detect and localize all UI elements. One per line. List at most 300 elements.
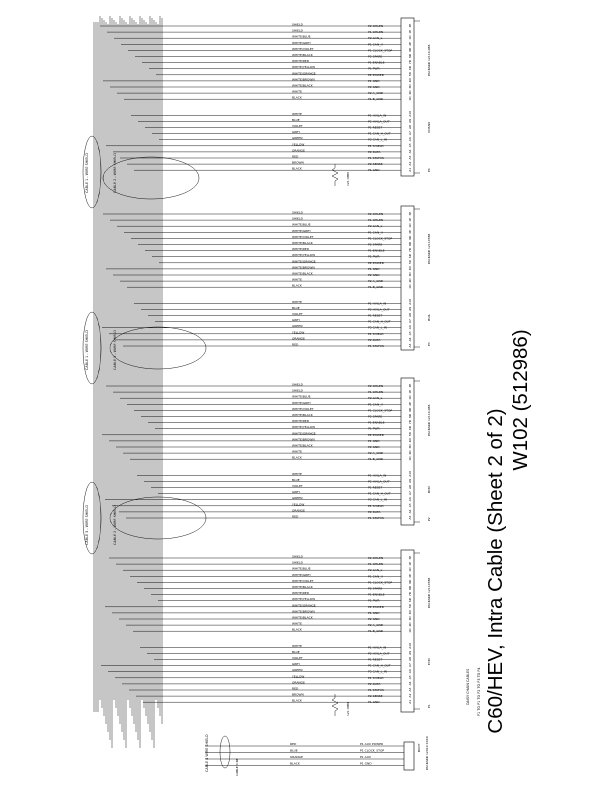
signal-label: P2 HVILA_OUT [368, 651, 390, 656]
wire-color-label: GREEN [292, 496, 303, 501]
wire-color-label: BLACK [292, 455, 302, 460]
pin-label: A8 [408, 313, 412, 317]
wire-color-label: WHITE/BLUE [292, 566, 311, 571]
connector-blocks [292, 18, 431, 712]
wire-color-label: WHITE/BLACK [292, 53, 313, 57]
pin-label: 7D [408, 247, 412, 253]
signal-label: P2 POWER [368, 260, 384, 265]
pin-label: A10 [408, 110, 412, 117]
wire-color-label: WHITE/RED [292, 247, 310, 252]
pin-label: A8 [408, 485, 412, 489]
signal-label: P2 HVILA_OUT [368, 307, 390, 312]
cable-label: CABLE 1 - WIRE SHIELD [85, 330, 89, 370]
pin-label: 3E [408, 211, 412, 216]
wire-color-label: RED [292, 514, 299, 519]
wire-color-label: BLACK [292, 166, 302, 171]
signal-label: P2 DATA [368, 149, 381, 154]
wire-color-label: BROWN [292, 692, 304, 697]
pin-label: A5 [408, 331, 412, 336]
signal-label: P1 RESET [368, 125, 383, 130]
cable-label: CABLE 2 - WIRE SHIELD [113, 153, 117, 193]
wire-color-label: WHITE/BROWN [292, 609, 315, 614]
signal-label: P1 B_GND [368, 285, 384, 290]
cable-label: CABLE 1 - WIRE SHIELD [85, 153, 89, 193]
pin-label: 1E [408, 29, 412, 34]
pin-label: A5 [408, 675, 412, 680]
signal-label: P1 OHLEN [368, 30, 384, 35]
pin-label: 8D [408, 413, 412, 418]
pin-label: A4 [408, 337, 412, 342]
signal-label: P1 CAN_H_OUT [368, 319, 391, 324]
pin-label: 2D [408, 90, 412, 95]
signal-label: P1 CAN_H [368, 574, 383, 579]
pin-label: 7D [408, 419, 412, 425]
pin-label: A7 [408, 491, 412, 496]
signal-label: P1 GND [368, 78, 380, 83]
cable-label: CABLE 3 - WIRE SHIELD [113, 330, 117, 370]
signal-label: P2 CAN_L [368, 568, 383, 573]
signal-label: P1 OHLEN [368, 390, 384, 395]
wire-color-label: BLUE [292, 477, 300, 482]
pin-label: A3 [408, 155, 412, 160]
pin-label: 1D [408, 96, 412, 101]
pin-label: 4D [408, 610, 412, 615]
pin-label: A4 [408, 149, 412, 154]
pin-label: A6 [408, 137, 412, 142]
wire-color-label: WHITE/BROWN [292, 437, 315, 442]
signal-label: P1 GND [368, 168, 380, 173]
signal-label: P1 PWR [368, 254, 380, 259]
pin-label: 6D [408, 425, 412, 431]
wire-color-label: WHITE/VIOLET [292, 406, 314, 411]
wire-color-label: GREEN [292, 136, 303, 141]
terminator-resistor [332, 694, 350, 716]
pin-label: A5 [408, 143, 412, 148]
signal-label: P1 CLOCK_STOP [368, 236, 393, 241]
wire-color-label: GREEN [292, 668, 303, 673]
signal-label: P1 CAN_H_OUT [368, 491, 391, 496]
pin-label: 5D [408, 432, 412, 437]
pin-label: 2D [408, 450, 412, 455]
wire-color-label: WHITE/BROWN [292, 77, 315, 82]
signal-label: P1 RESET [368, 657, 383, 662]
signal-label: P1 HVILA_IN [368, 473, 387, 478]
pin-label: 1D [408, 35, 412, 40]
pin-label: 3E [408, 555, 412, 560]
pin-label: 2D [408, 622, 412, 627]
pin-label: 2E [408, 229, 412, 234]
signal-label: P2 CAN_L_IN [368, 137, 387, 142]
signal-label: P1 HVILA_IN [368, 113, 387, 118]
pin-label: 6D [408, 65, 412, 71]
pin-label: 3D [408, 616, 412, 621]
pin-label: 8D [408, 241, 412, 246]
wire-color-label: BLACK [292, 627, 302, 632]
pin-label: 9D [408, 235, 412, 240]
signal-label: P1 AUX POWER [360, 742, 384, 747]
wire-color-label: WHITE/BLUE [292, 394, 311, 399]
wire-color-label: BLACK [292, 283, 302, 288]
pin-label: A9 [408, 306, 412, 311]
signal-label: P1 ENABLE [368, 60, 385, 65]
boot-connector [404, 736, 429, 770]
signal-label: P2 DATA [368, 681, 381, 686]
wire-color-label: WHITE/GREY [292, 572, 311, 577]
pin-label: 7D [408, 59, 412, 65]
wire-color-label: WHITE/BROWN [292, 265, 315, 270]
plug-label: P2 [427, 517, 431, 521]
signal-label: P2 POWER [368, 604, 384, 609]
wire-color-label: WHITE/VIOLET [292, 234, 314, 239]
signal-label: P2 GND [368, 445, 380, 449]
wire-color-label: BLUE [292, 117, 300, 122]
wire-color-label: GREY [292, 318, 301, 323]
signal-label: P1 CAN_H [368, 42, 383, 47]
wire-color-label: WHITE/VIOLET [292, 578, 314, 583]
signal-label: P1 HVILA_IN [368, 645, 387, 650]
pin-label: A8 [408, 657, 412, 661]
signal-label: P1 RESET [368, 485, 383, 490]
signal-label: P2 SPARE [368, 54, 383, 59]
wire-color-label: ORANGE [292, 336, 305, 341]
signal-label: P1 RESET [368, 313, 383, 318]
signal-label: P2 POWER [368, 72, 384, 77]
signal-label: P2 CAN_L [368, 224, 383, 229]
signal-label: P2 CAN_L [368, 396, 383, 401]
signal-label: P2 CAN_L_IN [368, 497, 387, 502]
wire-color-label: WHITE [292, 277, 302, 282]
pin-label: 1D [408, 223, 412, 228]
wire-color-label: YELLOW [292, 330, 305, 335]
wire-color-label: WHITE/BLACK [292, 241, 313, 245]
wire-color-label: BLACK [290, 761, 300, 766]
wire-color-label: BROWN [292, 160, 304, 165]
wire-color-label: SHIELD [292, 382, 303, 387]
wire-color-label: WHITE/YELLOW [292, 253, 316, 258]
signal-label: P1 SHIELD [368, 503, 384, 508]
wire-color-label: RED [292, 154, 299, 159]
signal-label: P2 GND [368, 617, 380, 621]
wire-color-label: WHITE/YELLOW [292, 425, 316, 430]
wire-color-label: WHITE/BLACK [292, 443, 313, 448]
wire-color-label: WHITE/ORANGE [292, 71, 316, 76]
wire-color-label: GREY [292, 490, 301, 495]
signal-label: P1 STATUS [368, 156, 384, 160]
wire-color-label: ORANGE [290, 755, 303, 760]
signal-label: P1 ENABLE [368, 248, 385, 253]
signal-label: P1 ENABLE [368, 592, 385, 597]
svg-text:PACKARD 12010 XXXX: PACKARD 12010 XXXX [425, 736, 429, 770]
wire-color-label: SHIELD [292, 554, 303, 559]
cable-bundle-ellipse [220, 736, 230, 768]
wire-color-label: BLUE [290, 748, 298, 753]
wire-color-label: YELLOW [292, 142, 305, 147]
pin-label: A6 [408, 497, 412, 502]
wire-color-label: GREY [292, 130, 301, 135]
wire-color-label: WHITE/RED [292, 591, 310, 596]
signal-label: P1 OHLEN [368, 218, 384, 223]
plug-label: P4 [427, 168, 431, 172]
pin-label: A2 [408, 693, 412, 698]
signal-label: P1 CAN_H [368, 230, 383, 235]
signal-label: P1 GND [368, 700, 380, 705]
pin-label: 1E [408, 217, 412, 222]
signal-label: P1 GND [360, 761, 372, 766]
wire-color-label: WHITE/ORANGE [292, 603, 316, 608]
connector-part-label: PACKARD 12110-088 [427, 44, 431, 76]
wire-color-label: WHITE/GREY [292, 40, 311, 45]
pin-label: A3 [408, 515, 412, 520]
wire-color-label: WHITE/BLUE [292, 34, 311, 39]
wire-color-label: WHITE/VIOLET [292, 46, 314, 51]
pin-label: 1E [408, 561, 412, 566]
pin-label: 1D [408, 567, 412, 572]
pin-label: 3D [408, 444, 412, 449]
signal-label: P1 PWR [368, 598, 380, 603]
signal-label: P1 CAN_H_OUT [368, 131, 391, 136]
connector-part-label: PACKARD 12110588 [427, 577, 431, 608]
sheet-title: C60/HEV, Intra Cable (Sheet 2 of 2) [484, 408, 507, 734]
wire-color-label: WHITE/GREY [292, 400, 311, 405]
signal-label: P2 SPARE [368, 586, 383, 591]
pin-label: A3 [408, 343, 412, 348]
pin-label: A10 [408, 298, 412, 305]
connector-block [292, 18, 431, 176]
wire-color-label: WHITE [292, 111, 302, 116]
wire-color-label: ORANGE [292, 148, 305, 153]
signal-label: P2 CAN_L [368, 36, 383, 41]
svg-text:121 OHM: 121 OHM [346, 172, 350, 186]
sheet-subtitle: W102 (512986) [509, 329, 532, 471]
wire-color-label: SHIELD [292, 560, 303, 565]
wire-color-label: VIOLET [292, 656, 303, 660]
pin-label: A7 [408, 131, 412, 136]
pin-label: 3D [408, 272, 412, 277]
wire-color-label: WHITE/RED [292, 59, 310, 64]
pin-label: 1D [408, 628, 412, 633]
signal-label: P1 GND [368, 610, 380, 615]
signal-label: P1 PWR [368, 66, 380, 71]
wire-color-label: BLUE [292, 305, 300, 310]
pin-label: A4 [408, 681, 412, 686]
wire-color-label: SHIELD [292, 216, 303, 221]
wire-color-label: WHITE [292, 449, 302, 454]
pin-label: 1D [408, 284, 412, 289]
wire-color-label: BLUE [292, 649, 300, 654]
wire-color-label: ORANGE [292, 508, 305, 513]
wire-color-label: SHIELD [292, 28, 303, 33]
wire-color-label: YELLOW [292, 674, 305, 679]
daisy-chain-note: DAISY CHAIN CABLES [466, 668, 470, 705]
signal-label: P1 CAN_H_OUT [368, 663, 391, 668]
pin-label: A5 [408, 503, 412, 508]
pin-label: A9 [408, 478, 412, 483]
pin-label: 2E [408, 401, 412, 406]
signal-label: P2 POWER [368, 432, 384, 437]
wire-color-label: WHITE/YELLOW [292, 597, 316, 602]
wire-color-label: WHITE/RED [292, 419, 310, 424]
signal-label: P2 A_GND [368, 623, 384, 628]
signal-label: P1 B_GND [368, 629, 384, 634]
pin-label: 4D [408, 438, 412, 443]
pin-label: A1 [408, 167, 412, 172]
pin-label: 2E [408, 573, 412, 578]
pin-label: A9 [408, 650, 412, 655]
svg-text:121 OHM: 121 OHM [346, 702, 350, 716]
signal-label: P1 SHIELD [368, 331, 384, 336]
wire-color-label: GREEN [292, 324, 303, 329]
pin-label: 8D [408, 585, 412, 590]
signal-label: P1 GND [368, 266, 380, 271]
signal-label: P2 A_GND [368, 451, 384, 456]
signal-label: P1 SHIELD [368, 143, 384, 148]
signal-label: P1 STATUS [368, 344, 384, 348]
cable-bundle-ellipse [103, 157, 199, 199]
signal-label: P2 CAN_L_IN [368, 325, 387, 330]
wire-color-label: VIOLET [292, 312, 303, 316]
wire-color-label: SHIELD [292, 210, 303, 215]
signal-label: P1 PWR [368, 426, 380, 431]
pin-label: A3 [408, 687, 412, 692]
wire-color-label: WHITE [292, 621, 302, 626]
connector-part-label: PACKARD 12110588 [427, 233, 431, 264]
signal-label: P2 HVILA_OUT [368, 119, 390, 124]
wire-color-label: RED [290, 742, 297, 747]
pin-label: 8D [408, 53, 412, 58]
signal-label: P2 DATA [368, 337, 381, 342]
signal-label: P1 CLOCK_STOP [360, 748, 385, 753]
pin-label: A4 [408, 509, 412, 514]
signal-label: P1 GND [368, 438, 380, 443]
pin-label: 3D [408, 84, 412, 89]
cable-label: CABLE 2 - WIRE SHIELD [113, 505, 117, 545]
connector-part-label: PACKARD 12110-088 [427, 404, 431, 436]
wire-color-label: WHITE [292, 643, 302, 648]
signal-label: P2 CAN_L_IN [368, 669, 387, 674]
signal-label: P1 CLOCK_STOP [368, 580, 393, 585]
daisy-chain-path: P1 TO P1 TO P2 TO P3 TO P4 [477, 667, 481, 716]
signal-label: P1 OHLEN [368, 562, 384, 567]
wire-color-label: BLACK [292, 698, 302, 703]
wire-color-label: WHITE [292, 89, 302, 94]
wire-color-label: VIOLET [292, 124, 303, 128]
plug-label: P1 [427, 704, 431, 708]
pin-label: 1D [408, 395, 412, 400]
connector-block [292, 206, 431, 350]
wire-color-label: YELLOW [292, 502, 305, 507]
wire-color-label: WHITE/ORANGE [292, 259, 316, 264]
pin-label: 9D [408, 579, 412, 584]
signal-label: P1 ENABLE [368, 420, 385, 425]
pin-label: 3E [408, 23, 412, 28]
wire-color-label: RED [292, 686, 299, 691]
wire-color-label: SHIELD [292, 22, 303, 27]
connector-name-label: BCM [427, 486, 431, 493]
wire-color-label: WHITE/BLACK [292, 615, 313, 620]
signal-label: P2 OHLEN [368, 24, 384, 28]
signal-label: P1 STATUS [368, 516, 384, 520]
wire-color-label: WHITE/BLACK [292, 83, 313, 88]
signal-label: P1 AUX [360, 755, 371, 760]
signal-label: P2 OHLEN [368, 384, 384, 388]
wire-color-label: WHITE/BLACK [292, 585, 313, 589]
pin-label: 1E [408, 389, 412, 394]
connector-name-label: OCEAN [427, 122, 431, 133]
pin-label: A7 [408, 319, 412, 324]
signal-label: P1 B_GND [368, 97, 384, 102]
wire-color-label: WHITE [292, 471, 302, 476]
pin-label: 5D [408, 604, 412, 609]
signal-label: P2 GND [368, 85, 380, 89]
cable-label: CABLE 3 - WIRE SHIELD [85, 505, 89, 545]
plug-label: P3 [427, 342, 431, 346]
signal-label: P1 STATUS [368, 688, 384, 692]
signal-label: P1 HVILA_IN [368, 301, 387, 306]
cable-label: CABLE 4 RE [235, 758, 239, 776]
wire-color-label: WHITE/ORANGE [292, 431, 316, 436]
wire-color-label: GREY [292, 662, 301, 667]
pin-label: 9D [408, 407, 412, 412]
wire-color-label: WHITE/BLACK [292, 413, 313, 417]
wire-color-label: WHITE/YELLOW [292, 65, 316, 70]
connector-name-label: HUIL [427, 313, 431, 321]
signal-label: P2 DATA [368, 509, 381, 514]
signal-label: P1 CLOCK_STOP [368, 408, 393, 413]
pin-label: A6 [408, 669, 412, 674]
signal-label: P2 HVILA_OUT [368, 479, 390, 484]
wire-color-label: SHIELD [292, 388, 303, 393]
pin-label: A7 [408, 663, 412, 668]
signal-label: P1 SHIELD [368, 675, 384, 680]
wire-group [94, 16, 404, 766]
wire-color-label: WHITE [292, 299, 302, 304]
pin-label: A8 [408, 125, 412, 129]
terminator-resistor [332, 164, 350, 186]
signal-label: P2 SENSE [368, 162, 383, 167]
connector-name-label: ECM [427, 658, 431, 665]
connector-block [292, 378, 431, 525]
signal-label: P2 SENSE [368, 694, 383, 699]
pin-label: A1 [408, 699, 412, 704]
pin-label: 4D [408, 78, 412, 83]
signal-label: P2 OHLEN [368, 212, 384, 216]
signal-label: P2 A_GND [368, 91, 384, 96]
pin-label: 9D [408, 47, 412, 52]
wire-color-label: ORANGE [292, 680, 305, 685]
pin-label: 1D [408, 456, 412, 461]
signal-label: P1 B_GND [368, 457, 384, 462]
pin-label: 6D [408, 253, 412, 259]
svg-text:BOOT: BOOT [417, 743, 421, 752]
pin-label: 5D [408, 72, 412, 77]
wire-color-label: WHITE/BLACK [292, 271, 313, 276]
cable-label: CABLE 4 WIRE SHIELD [205, 734, 209, 772]
pin-label: A10 [408, 470, 412, 477]
pin-label: 2E [408, 41, 412, 46]
signal-label: P2 A_GND [368, 279, 384, 284]
signal-label: P2 SPARE [368, 414, 383, 419]
signal-label: P2 OHLEN [368, 556, 384, 560]
signal-label: P2 GND [368, 273, 380, 277]
pin-label: A9 [408, 118, 412, 123]
wire-color-label: RED [292, 342, 299, 347]
pin-label: 4D [408, 266, 412, 271]
pin-label: 2D [408, 278, 412, 283]
pin-label: 5D [408, 260, 412, 265]
wire-color-label: WHITE/BLUE [292, 222, 311, 227]
signal-label: P1 CAN_H [368, 402, 383, 407]
pin-label: 6D [408, 597, 412, 603]
